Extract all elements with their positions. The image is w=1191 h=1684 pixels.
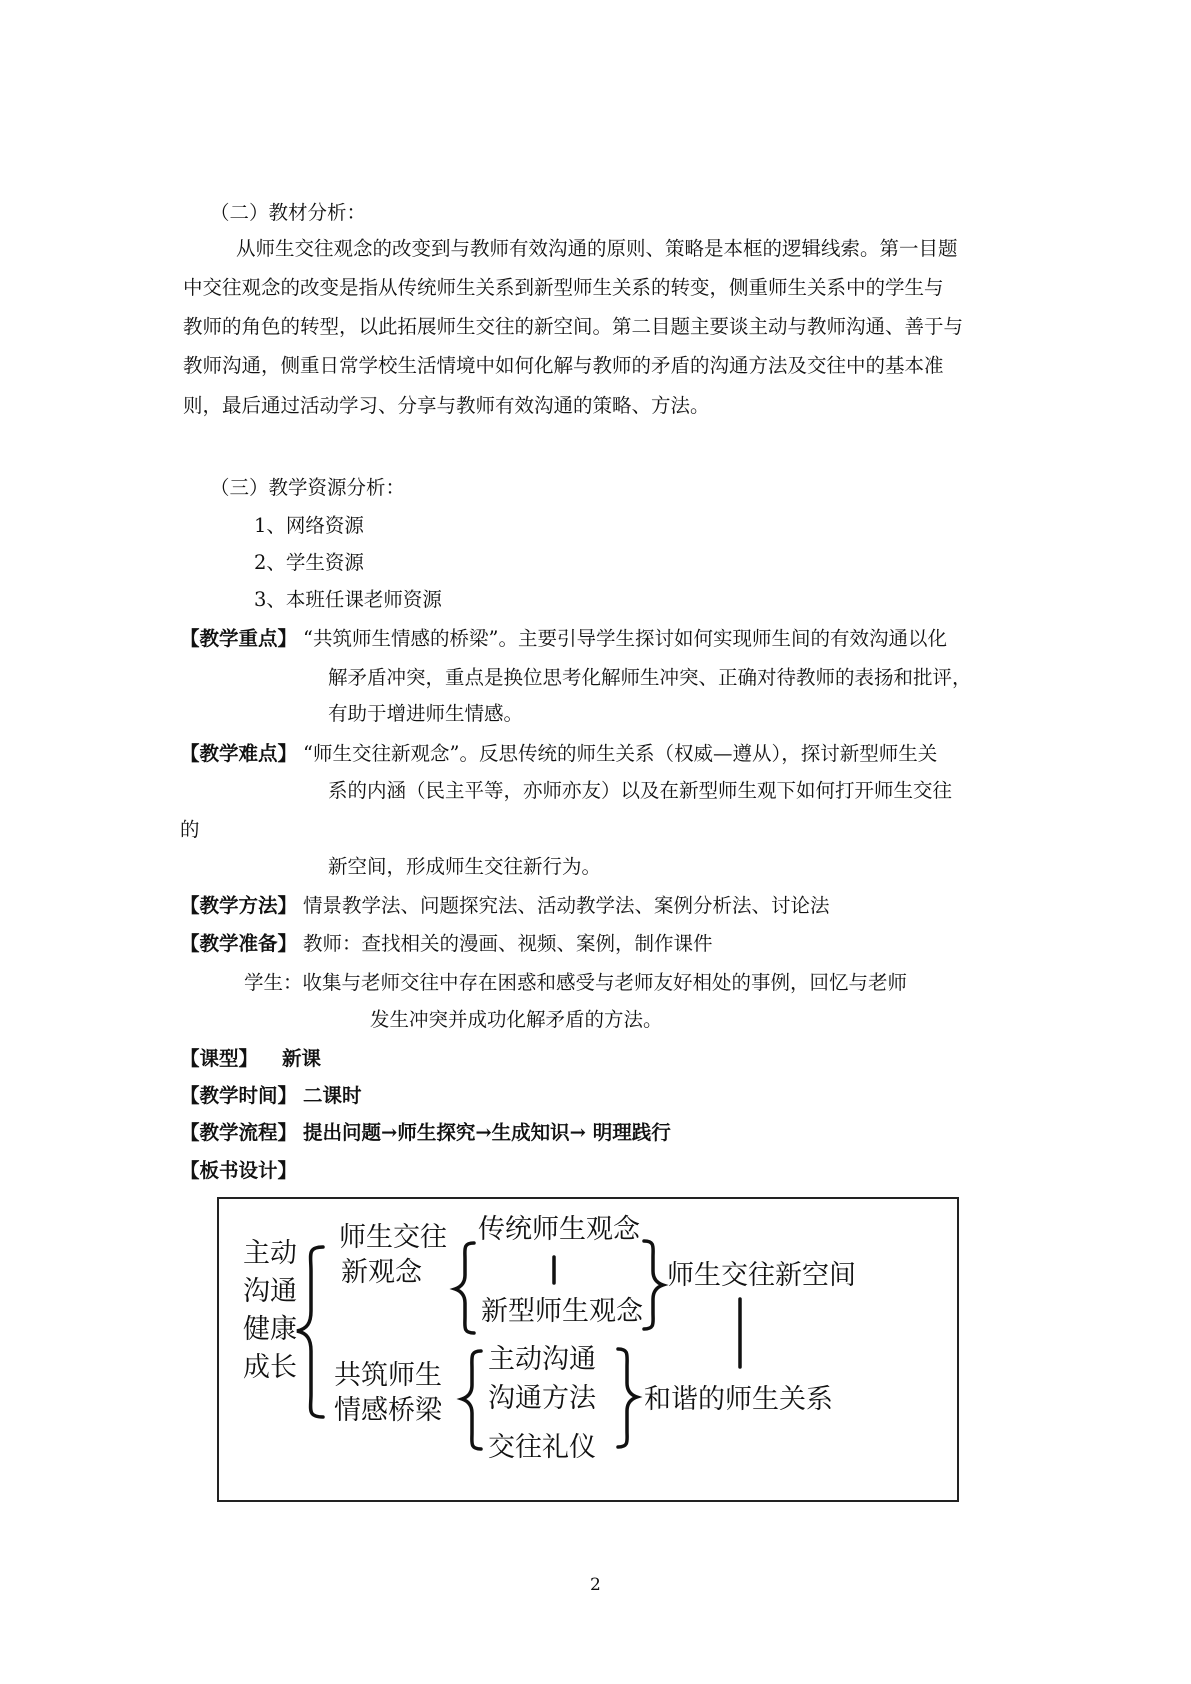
- paragraph-line: 教师的角色的转型，以此拓展师生交往的新空间。第二目题主要谈主动与教师沟通、善于与: [183, 315, 964, 338]
- branch1-right-brace: [644, 1241, 663, 1329]
- board-design-diagram: [217, 1197, 959, 1502]
- key-point-label: 【教学重点】: [180, 627, 298, 650]
- root-line: 成长: [243, 1352, 297, 1383]
- branch1-title: 新观念: [341, 1257, 422, 1288]
- section-heading-textbook-analysis: （二）教材分析：: [210, 201, 367, 224]
- root-line: 主动: [243, 1238, 297, 1269]
- branch1-item-traditional: 传统师生观念: [478, 1214, 640, 1245]
- section-heading-resource-analysis: （三）教学资源分析：: [210, 476, 406, 499]
- lesson-time-label: 【教学时间】: [180, 1084, 298, 1107]
- branch2-item: 交往礼仪: [488, 1432, 596, 1463]
- branch1-item-new: 新型师生观念: [481, 1296, 643, 1327]
- prep-teacher: 教师：查找相关的漫画、视频、案例，制作课件: [303, 932, 713, 955]
- page-number: 2: [590, 1575, 601, 1595]
- paragraph-line: 则，最后通过活动学习、分享与教师有效沟通的策略、方法。: [183, 394, 710, 417]
- board-design-label: 【板书设计】: [180, 1159, 298, 1182]
- difficulty-label: 【教学难点】: [180, 742, 298, 765]
- resource-item: 1、网络资源: [254, 514, 364, 537]
- branch2-item: 沟通方法: [488, 1383, 596, 1414]
- difficulty-line: 的: [180, 818, 200, 841]
- method-text: 情景教学法、问题探究法、活动教学法、案例分析法、讨论法: [303, 894, 830, 917]
- difficulty-line: 新空间，形成师生交往新行为。: [328, 855, 602, 878]
- difficulty-line: “师生交往新观念”。反思传统的师生关系（权威—遵从），探讨新型师生关: [303, 742, 938, 765]
- branch1-result: 师生交往新空间: [667, 1260, 856, 1291]
- paragraph-line: 教师沟通，侧重日常学校生活情境中如何化解与教师的矛盾的沟通方法及交往中的基本准: [183, 354, 944, 377]
- prep-label: 【教学准备】: [180, 932, 298, 955]
- flow-text: 提出问题→师生探究→生成知识→ 明理践行: [303, 1121, 671, 1144]
- flow-label: 【教学流程】: [180, 1121, 298, 1144]
- root-line: 健康: [243, 1314, 297, 1345]
- key-point-line: 解矛盾冲突，重点是换位思考化解师生冲突、正确对待教师的表扬和批评，: [328, 666, 972, 689]
- key-point-line: “共筑师生情感的桥梁”。主要引导学生探讨如何实现师生间的有效沟通以化: [303, 627, 947, 650]
- resource-item: 3、本班任课老师资源: [254, 588, 442, 611]
- lesson-type-label: 【课型】: [180, 1047, 259, 1070]
- paragraph-line: 中交往观念的改变是指从传统师生关系到新型师生关系的转变，侧重师生关系中的学生与: [183, 276, 944, 299]
- method-label: 【教学方法】: [180, 894, 298, 917]
- branch2-right-brace: [618, 1349, 637, 1447]
- prep-student: 学生：收集与老师交往中存在困惑和感受与老师友好相处的事例，回忆与老师: [244, 971, 908, 994]
- prep-student-cont: 发生冲突并成功化解矛盾的方法。: [370, 1008, 663, 1031]
- lesson-time-text: 二课时: [303, 1084, 362, 1107]
- branch1-brace: [455, 1243, 474, 1333]
- branch2-brace: [462, 1351, 481, 1449]
- root-brace: [297, 1247, 323, 1417]
- branch1-title: 师生交往: [339, 1222, 447, 1253]
- branch2-item: 主动沟通: [488, 1344, 596, 1375]
- root-line: 沟通: [243, 1276, 297, 1307]
- branch2-title: 情感桥梁: [334, 1395, 442, 1426]
- branch2-title: 共筑师生: [334, 1360, 442, 1391]
- paragraph-line: 从师生交往观念的改变到与教师有效沟通的原则、策略是本框的逻辑线索。第一目题: [236, 237, 958, 260]
- lesson-type-text: 新课: [282, 1047, 322, 1070]
- key-point-line: 有助于增进师生情感。: [328, 702, 524, 725]
- branch2-result: 和谐的师生关系: [644, 1384, 833, 1415]
- resource-item: 2、学生资源: [254, 551, 364, 574]
- difficulty-line: 系的内涵（民主平等，亦师亦友）以及在新型师生观下如何打开师生交往: [328, 779, 953, 802]
